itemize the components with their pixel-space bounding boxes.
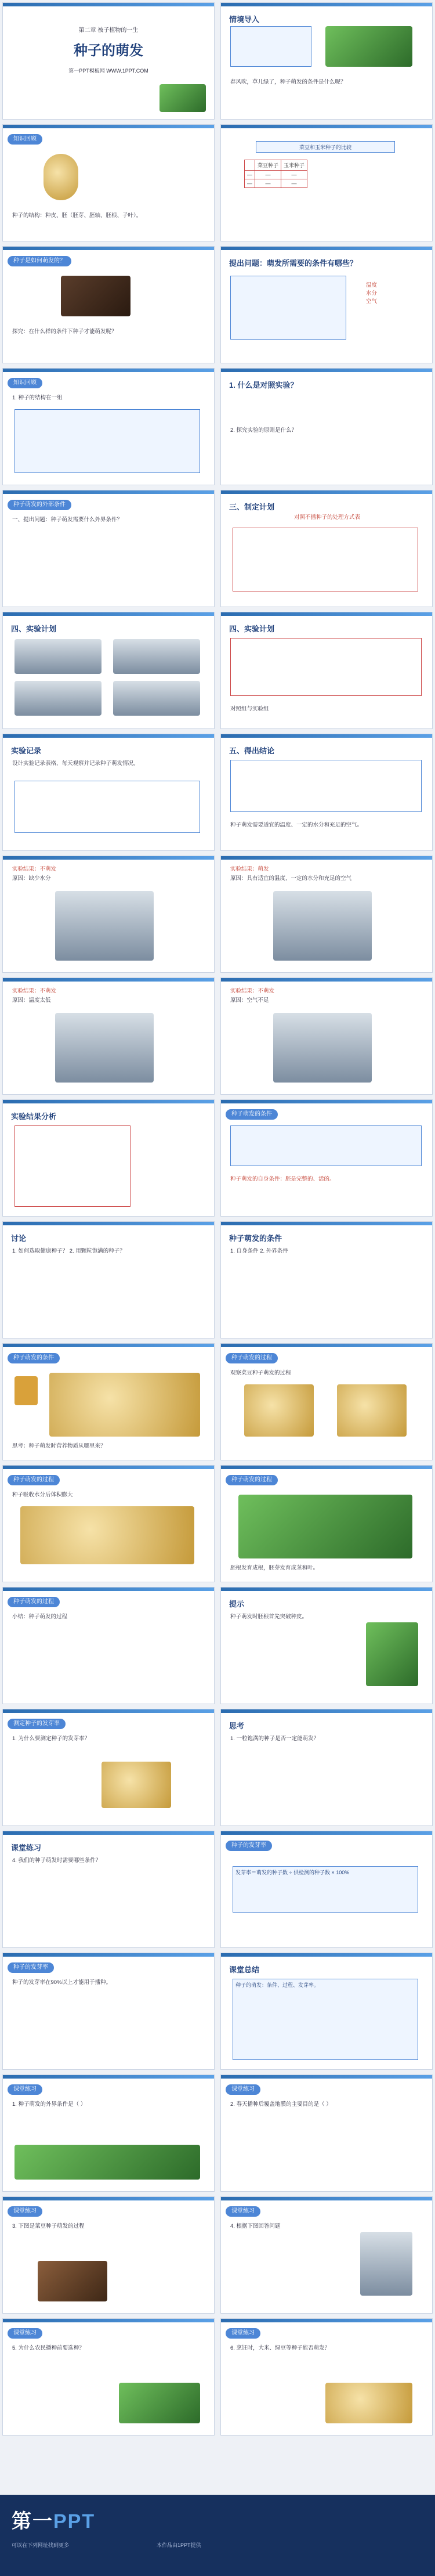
- slide-2-title: 情境导入: [229, 15, 260, 24]
- slide-14-text: 种子萌发需要适宜的温度、一定的水分和充足的空气。: [230, 822, 363, 828]
- label-temp: 温度: [366, 282, 378, 288]
- structure-chart: [14, 409, 200, 473]
- slide-5[interactable]: [2, 246, 215, 363]
- slide-5-text: 探究：在什么样的条件下种子才能萌发呢？: [12, 329, 117, 335]
- slide-15-text: 原因：缺少水分: [12, 875, 51, 882]
- slide-29-pill: 测定种子的发芽率: [8, 1719, 66, 1729]
- slide-14[interactable]: [220, 734, 433, 851]
- label-air: 空气: [366, 298, 378, 305]
- slide-28-title: 提示: [229, 1600, 245, 1608]
- slide-7-text: 1. 种子的结构在一组: [12, 395, 63, 401]
- logo-sub: PPT: [53, 2510, 96, 2532]
- poem-box: [230, 26, 311, 67]
- field-image: [14, 2145, 200, 2180]
- label-water: 水分: [366, 290, 378, 297]
- rate-formula: 发芽率＝萌发的种子数 ÷ 供检测的种子数 × 100%: [235, 1870, 350, 1875]
- slide-36-pill: 课堂练习: [226, 2084, 260, 2095]
- plant-image: [366, 1622, 418, 1686]
- slide-16-title: 实验结果：萌发: [230, 866, 269, 872]
- slide-21-text: 1. 如何选取健康种子？ 2. 用颗粒饱满的种子？: [12, 1248, 125, 1254]
- slide-27-pill: 种子萌发的过程: [8, 1597, 60, 1607]
- slide-40[interactable]: [220, 2318, 433, 2436]
- slide-40-pill: 课堂练习: [226, 2328, 260, 2339]
- slide-14-title: 五、得出结论: [229, 746, 275, 755]
- slide-15[interactable]: [2, 856, 215, 973]
- slide-38-pill: 课堂练习: [226, 2206, 260, 2217]
- footer-banner: [0, 2495, 435, 2576]
- slide-37[interactable]: [2, 2196, 215, 2314]
- slide-8[interactable]: [220, 368, 433, 485]
- slide-2-text: 春风吹，草儿绿了，种子萌发的条件是什么呢？: [230, 79, 346, 85]
- slide-31[interactable]: [2, 1831, 215, 1948]
- analysis-table: [14, 1125, 130, 1207]
- bean-image-1: [244, 1384, 314, 1437]
- slide-33[interactable]: [2, 1953, 215, 2070]
- slide-36[interactable]: [220, 2074, 433, 2192]
- grain-images: [49, 1373, 200, 1437]
- slide-13[interactable]: [2, 734, 215, 851]
- cover-title: 种子的萌发: [74, 43, 143, 59]
- slide-22[interactable]: [220, 1221, 433, 1338]
- slide-12-title: 四、实验计划: [229, 625, 275, 633]
- slide-26-pill: 种子萌发的过程: [226, 1475, 278, 1485]
- slide-6-title: 提出问题：萌发所需要的条件有哪些？: [229, 259, 358, 268]
- slide-8-text: 2. 探究实验的原则是什么？: [230, 427, 298, 434]
- slide-3-text: 种子的结构：种皮、胚（胚芽、胚轴、胚根、子叶）。: [12, 212, 142, 219]
- footer-logo: [12, 2505, 95, 2534]
- logo-main: 第一: [12, 2510, 53, 2532]
- germination-image: [20, 1506, 194, 1564]
- slide-11[interactable]: [2, 612, 215, 729]
- plan-table: [233, 528, 418, 591]
- slide-28-text: 种子萌发时胚根首先突破种皮。: [230, 1614, 308, 1620]
- slide-26-text: 胚根发育成根，胚芽发育成茎和叶。: [230, 1565, 319, 1571]
- slide-31-text: 4. 我们的种子萌发时需要哪些条件？: [12, 1857, 102, 1864]
- slide-24-pill: 种子萌发的过程: [226, 1353, 278, 1363]
- slide-9-text: 一、提出问题：种子萌发需要什么外界条件？: [12, 517, 123, 523]
- slide-4-title: 菜豆和玉米种子的比较: [256, 141, 395, 153]
- result-image-3: [55, 1013, 154, 1083]
- slide-21-title: 讨论: [11, 1234, 27, 1243]
- slide-23-pill: 种子萌发的条件: [8, 1353, 60, 1363]
- footer-note-1: 可以在下列网址找到更多: [12, 2542, 70, 2548]
- slide-12[interactable]: [220, 612, 433, 729]
- slide-10[interactable]: [220, 490, 433, 607]
- corn-image: [102, 1762, 171, 1808]
- slide-35-pill: 课堂练习: [8, 2084, 42, 2095]
- slide-10-title: 三、制定计划: [229, 503, 275, 511]
- slide-33-text: 种子的发芽率在90%以上才能用于播种。: [12, 1979, 112, 1986]
- slide-30[interactable]: [220, 1709, 433, 1826]
- slide-27[interactable]: [2, 1587, 215, 1704]
- slide-30-title: 思考: [229, 1722, 245, 1730]
- slide-9[interactable]: [2, 490, 215, 607]
- slide-25-pill: 种子萌发的过程: [8, 1475, 60, 1485]
- rice-field-image: [119, 2383, 200, 2423]
- footer-note-2: 本作品由1PPT提供: [157, 2542, 201, 2548]
- slide-32-pill: 种子的发芽率: [226, 1841, 272, 1851]
- slide-29-text: 1. 为什么要测定种子的发芽率？: [12, 1736, 90, 1742]
- slide-22-title: 种子萌发的条件: [229, 1234, 282, 1243]
- summary-diagram: [233, 1979, 418, 2060]
- slide-26[interactable]: [220, 1465, 433, 1582]
- slide-20-pill: 种子萌发的条件: [226, 1109, 278, 1120]
- slide-18[interactable]: [220, 977, 433, 1095]
- slide-30-text: 1. 一粒饱满的种子是否一定能萌发？: [230, 1736, 320, 1742]
- slide-18-title: 实验结果：不萌发: [230, 988, 275, 994]
- slide-23[interactable]: [2, 1343, 215, 1460]
- grass-image: [160, 84, 206, 112]
- experiment-table: [230, 638, 422, 696]
- slide-15-title: 实验结果：不萌发: [12, 866, 57, 872]
- slide-36-text: 2. 春天播种后覆盖地膜的主要目的是（ ）: [230, 2101, 332, 2108]
- slide-7[interactable]: [2, 368, 215, 485]
- slide-10-text: 对照不播种子的处理方式表: [293, 514, 360, 521]
- slide-37-text: 3. 下图是菜豆种子萌发的过程: [12, 2223, 85, 2229]
- slide-17-text: 原因：温度太低: [12, 997, 51, 1004]
- slide-23-text: 思考：种子萌发时营养物质从哪里来？: [12, 1443, 106, 1449]
- summary-text: 种子的萌发：条件、过程、发芽率。: [235, 1982, 320, 1988]
- slide-33-pill: 种子的发芽率: [8, 1962, 54, 1973]
- slide-20-box: [230, 1125, 422, 1166]
- slide-32[interactable]: [220, 1831, 433, 1948]
- root-image: [38, 2261, 107, 2301]
- slide-25[interactable]: [2, 1465, 215, 1582]
- cup-image-3: [14, 681, 102, 716]
- slide-25-text: 种子吸收水分后体积膨大: [12, 1492, 73, 1498]
- slide-4[interactable]: [220, 124, 433, 241]
- slide-39[interactable]: [2, 2318, 215, 2436]
- slide-9-pill: 种子萌发的外部条件: [8, 500, 71, 510]
- cover-chapter: 第二章 被子植物的一生: [78, 27, 139, 34]
- slide-11-title: 四、实验计划: [11, 625, 57, 633]
- slide-19-title: 实验结果分析: [11, 1112, 57, 1121]
- slide-17[interactable]: [2, 977, 215, 1095]
- slide-35-text: 1. 种子萌发的外界条件是（ ）: [12, 2101, 86, 2108]
- question-mark-image: [14, 1376, 38, 1405]
- slide-22-text: 1. 自身条件 2. 外界条件: [230, 1248, 288, 1254]
- apparatus-image: [360, 2232, 412, 2296]
- slide-17-title: 实验结果：不萌发: [12, 988, 57, 994]
- slide-20[interactable]: [220, 1099, 433, 1217]
- result-image-4: [273, 1013, 372, 1083]
- slide-16[interactable]: [220, 856, 433, 973]
- slide-8-title: 1. 什么是对照实验？: [229, 381, 298, 389]
- slide-7-pill: 知识回顾: [8, 378, 42, 388]
- slide-24-text: 观察菜豆种子萌发的过程: [230, 1370, 291, 1376]
- slide-13-title: 实验记录: [11, 746, 42, 755]
- conclusion-table: [230, 760, 422, 812]
- soil-image: [61, 276, 130, 316]
- slide-16-text: 原因：具有适宜的温度、一定的水分和充足的空气: [230, 875, 352, 882]
- slide-21[interactable]: [2, 1221, 215, 1338]
- slide-13-text: 设计实验记录表格，每天观察并记录种子萌发情况。: [12, 760, 139, 767]
- slide-18-text: 原因：空气不足: [230, 997, 269, 1004]
- slide-cover[interactable]: [2, 2, 215, 120]
- slide-24[interactable]: [220, 1343, 433, 1460]
- slide-29[interactable]: [2, 1709, 215, 1826]
- spring-image: [325, 26, 412, 67]
- slide-6[interactable]: [220, 246, 433, 363]
- seed-image: [44, 154, 78, 200]
- slide-27-text: 小结：种子萌发的过程: [12, 1614, 68, 1620]
- rice-bowl-image: [325, 2383, 412, 2423]
- cup-image-1: [14, 639, 102, 674]
- slide-40-text: 6. 烹饪时，大米、绿豆等种子能否萌发？: [230, 2345, 331, 2351]
- cup-image-4: [113, 681, 200, 716]
- slide-34[interactable]: [220, 1953, 433, 2070]
- slide-31-title: 课堂练习: [11, 1843, 42, 1852]
- slide-37-pill: 课堂练习: [8, 2206, 42, 2217]
- slide-5-pill: 种子是如何萌发的？: [8, 256, 71, 266]
- slide-3[interactable]: [2, 124, 215, 241]
- cup-image-2: [113, 639, 200, 674]
- slide-39-pill: 课堂练习: [8, 2328, 42, 2339]
- slide-19[interactable]: [2, 1099, 215, 1217]
- hypothesis-box: [230, 276, 346, 340]
- slide-20-text: 种子萌发的自身条件：胚是完整的、活的。: [230, 1176, 335, 1182]
- germination-rate-box: [233, 1866, 418, 1913]
- slide-topbar: [3, 3, 214, 6]
- slide-34-title: 课堂总结: [229, 1965, 260, 1974]
- slide-35[interactable]: [2, 2074, 215, 2192]
- sprout-sequence-image: [238, 1495, 412, 1558]
- bean-image-2: [337, 1384, 407, 1437]
- slide-28[interactable]: [220, 1587, 433, 1704]
- slide-2[interactable]: [220, 2, 433, 120]
- result-image-2: [273, 891, 372, 961]
- result-image-1: [55, 891, 154, 961]
- record-table: [14, 781, 200, 833]
- slide-38-text: 4. 根据下图回答问题: [230, 2223, 281, 2229]
- slide-12-text: 对照组与实验组: [230, 706, 269, 712]
- slide-39-text: 5. 为什么农民播种前要选种？: [12, 2345, 85, 2351]
- slide-3-pill: 知识回顾: [8, 134, 42, 145]
- cover-site: 第一PPT模板网 WWW.1PPT.COM: [68, 68, 148, 74]
- compare-table: 菜豆种子 玉米种子 — — — — — —: [244, 160, 307, 188]
- slide-38[interactable]: [220, 2196, 433, 2314]
